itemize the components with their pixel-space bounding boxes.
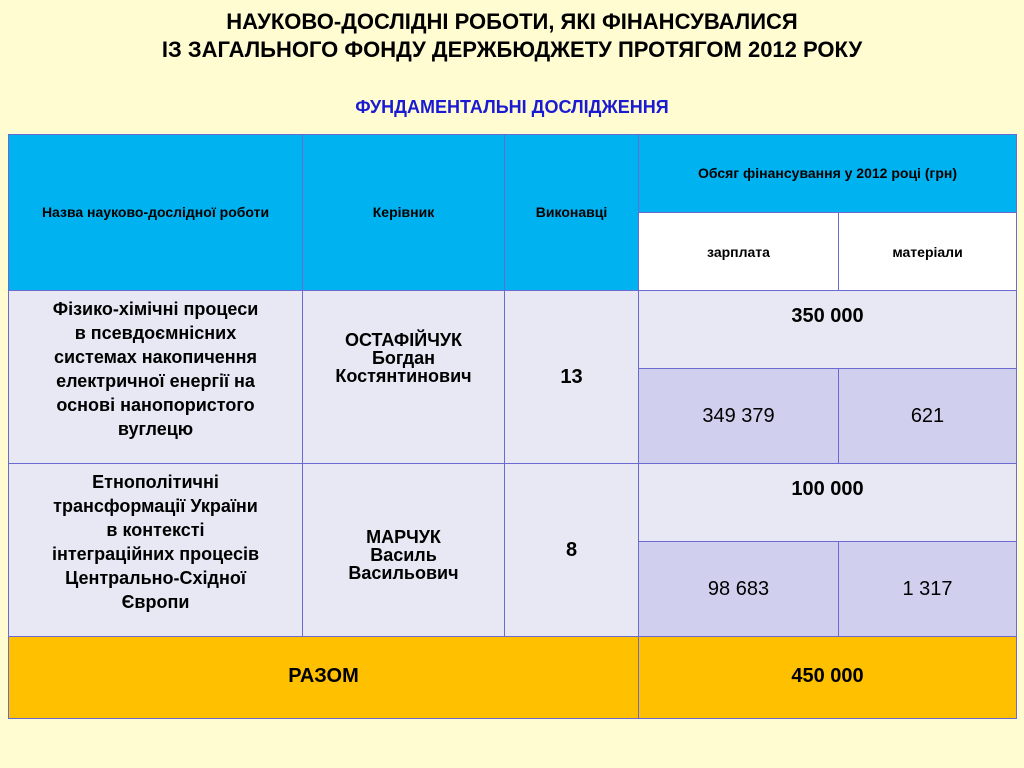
table-row	[9, 291, 1017, 369]
funding-total-cell: 100 000	[639, 464, 1017, 542]
work-name-line: трансформації України	[53, 496, 258, 516]
executors-cell: 13	[505, 291, 639, 464]
summary-label: РАЗОМ	[9, 637, 639, 719]
table-row	[9, 464, 1017, 542]
work-name-line: Європи	[121, 592, 190, 612]
header-leader: Керівник	[303, 135, 505, 291]
slide-title	[0, 8, 1024, 64]
header-funding: Обсяг фінансування у 2012 році (грн)	[639, 135, 1017, 213]
salary-cell: 98 683	[639, 542, 839, 637]
leader-first-name: Василь	[370, 545, 437, 565]
work-name-line: Центрально-Східної	[65, 568, 246, 588]
leader-patronymic: Костянтинович	[335, 366, 472, 386]
header-materials: матеріали	[839, 213, 1017, 291]
materials-cell: 621	[839, 369, 1017, 464]
materials-cell: 1 317	[839, 542, 1017, 637]
work-name-line: в псевдоємнісних	[74, 323, 237, 343]
leader-surname: МАРЧУК	[366, 527, 441, 547]
salary-cell: 349 379	[639, 369, 839, 464]
work-name-line: Етнополітичні	[92, 472, 219, 492]
header-executors: Виконавці	[505, 135, 639, 291]
leader-first-name: Богдан	[371, 348, 436, 368]
executors-cell: 8	[505, 464, 639, 637]
leader-surname: ОСТАФІЙЧУК	[344, 330, 463, 350]
work-name-line: інтеграційних процесів	[51, 544, 260, 564]
work-name-cell	[9, 291, 303, 464]
summary-total: 450 000	[639, 637, 1017, 719]
leader-cell	[303, 291, 505, 464]
section-subtitle: ФУНДАМЕНТАЛЬНІ ДОСЛІДЖЕННЯ	[355, 97, 669, 117]
work-name-cell	[9, 464, 303, 637]
summary-row	[9, 637, 1017, 719]
work-name-line: Фізико-хімічні процеси	[52, 299, 259, 319]
work-name-line: в контексті	[106, 520, 205, 540]
work-name-line: вуглецю	[117, 419, 194, 439]
leader-cell	[303, 464, 505, 637]
header-name: Назва науково-дослідної роботи	[9, 135, 303, 291]
work-name-line: системах накопичення	[53, 347, 258, 367]
header-salary: зарплата	[639, 213, 839, 291]
work-name-line: основі нанопористого	[56, 395, 255, 415]
title-line-1: НАУКОВО-ДОСЛІДНІ РОБОТИ, ЯКІ ФІНАНСУВАЛИСЯ	[226, 9, 798, 34]
funding-total-cell: 350 000	[639, 291, 1017, 369]
funding-table	[8, 134, 1017, 719]
work-name-line: електричної енергії на	[56, 371, 255, 391]
leader-patronymic: Васильович	[348, 563, 459, 583]
title-line-2: ІЗ ЗАГАЛЬНОГО ФОНДУ ДЕРЖБЮДЖЕТУ ПРОТЯГОМ 2012 РОКУ	[161, 37, 863, 62]
